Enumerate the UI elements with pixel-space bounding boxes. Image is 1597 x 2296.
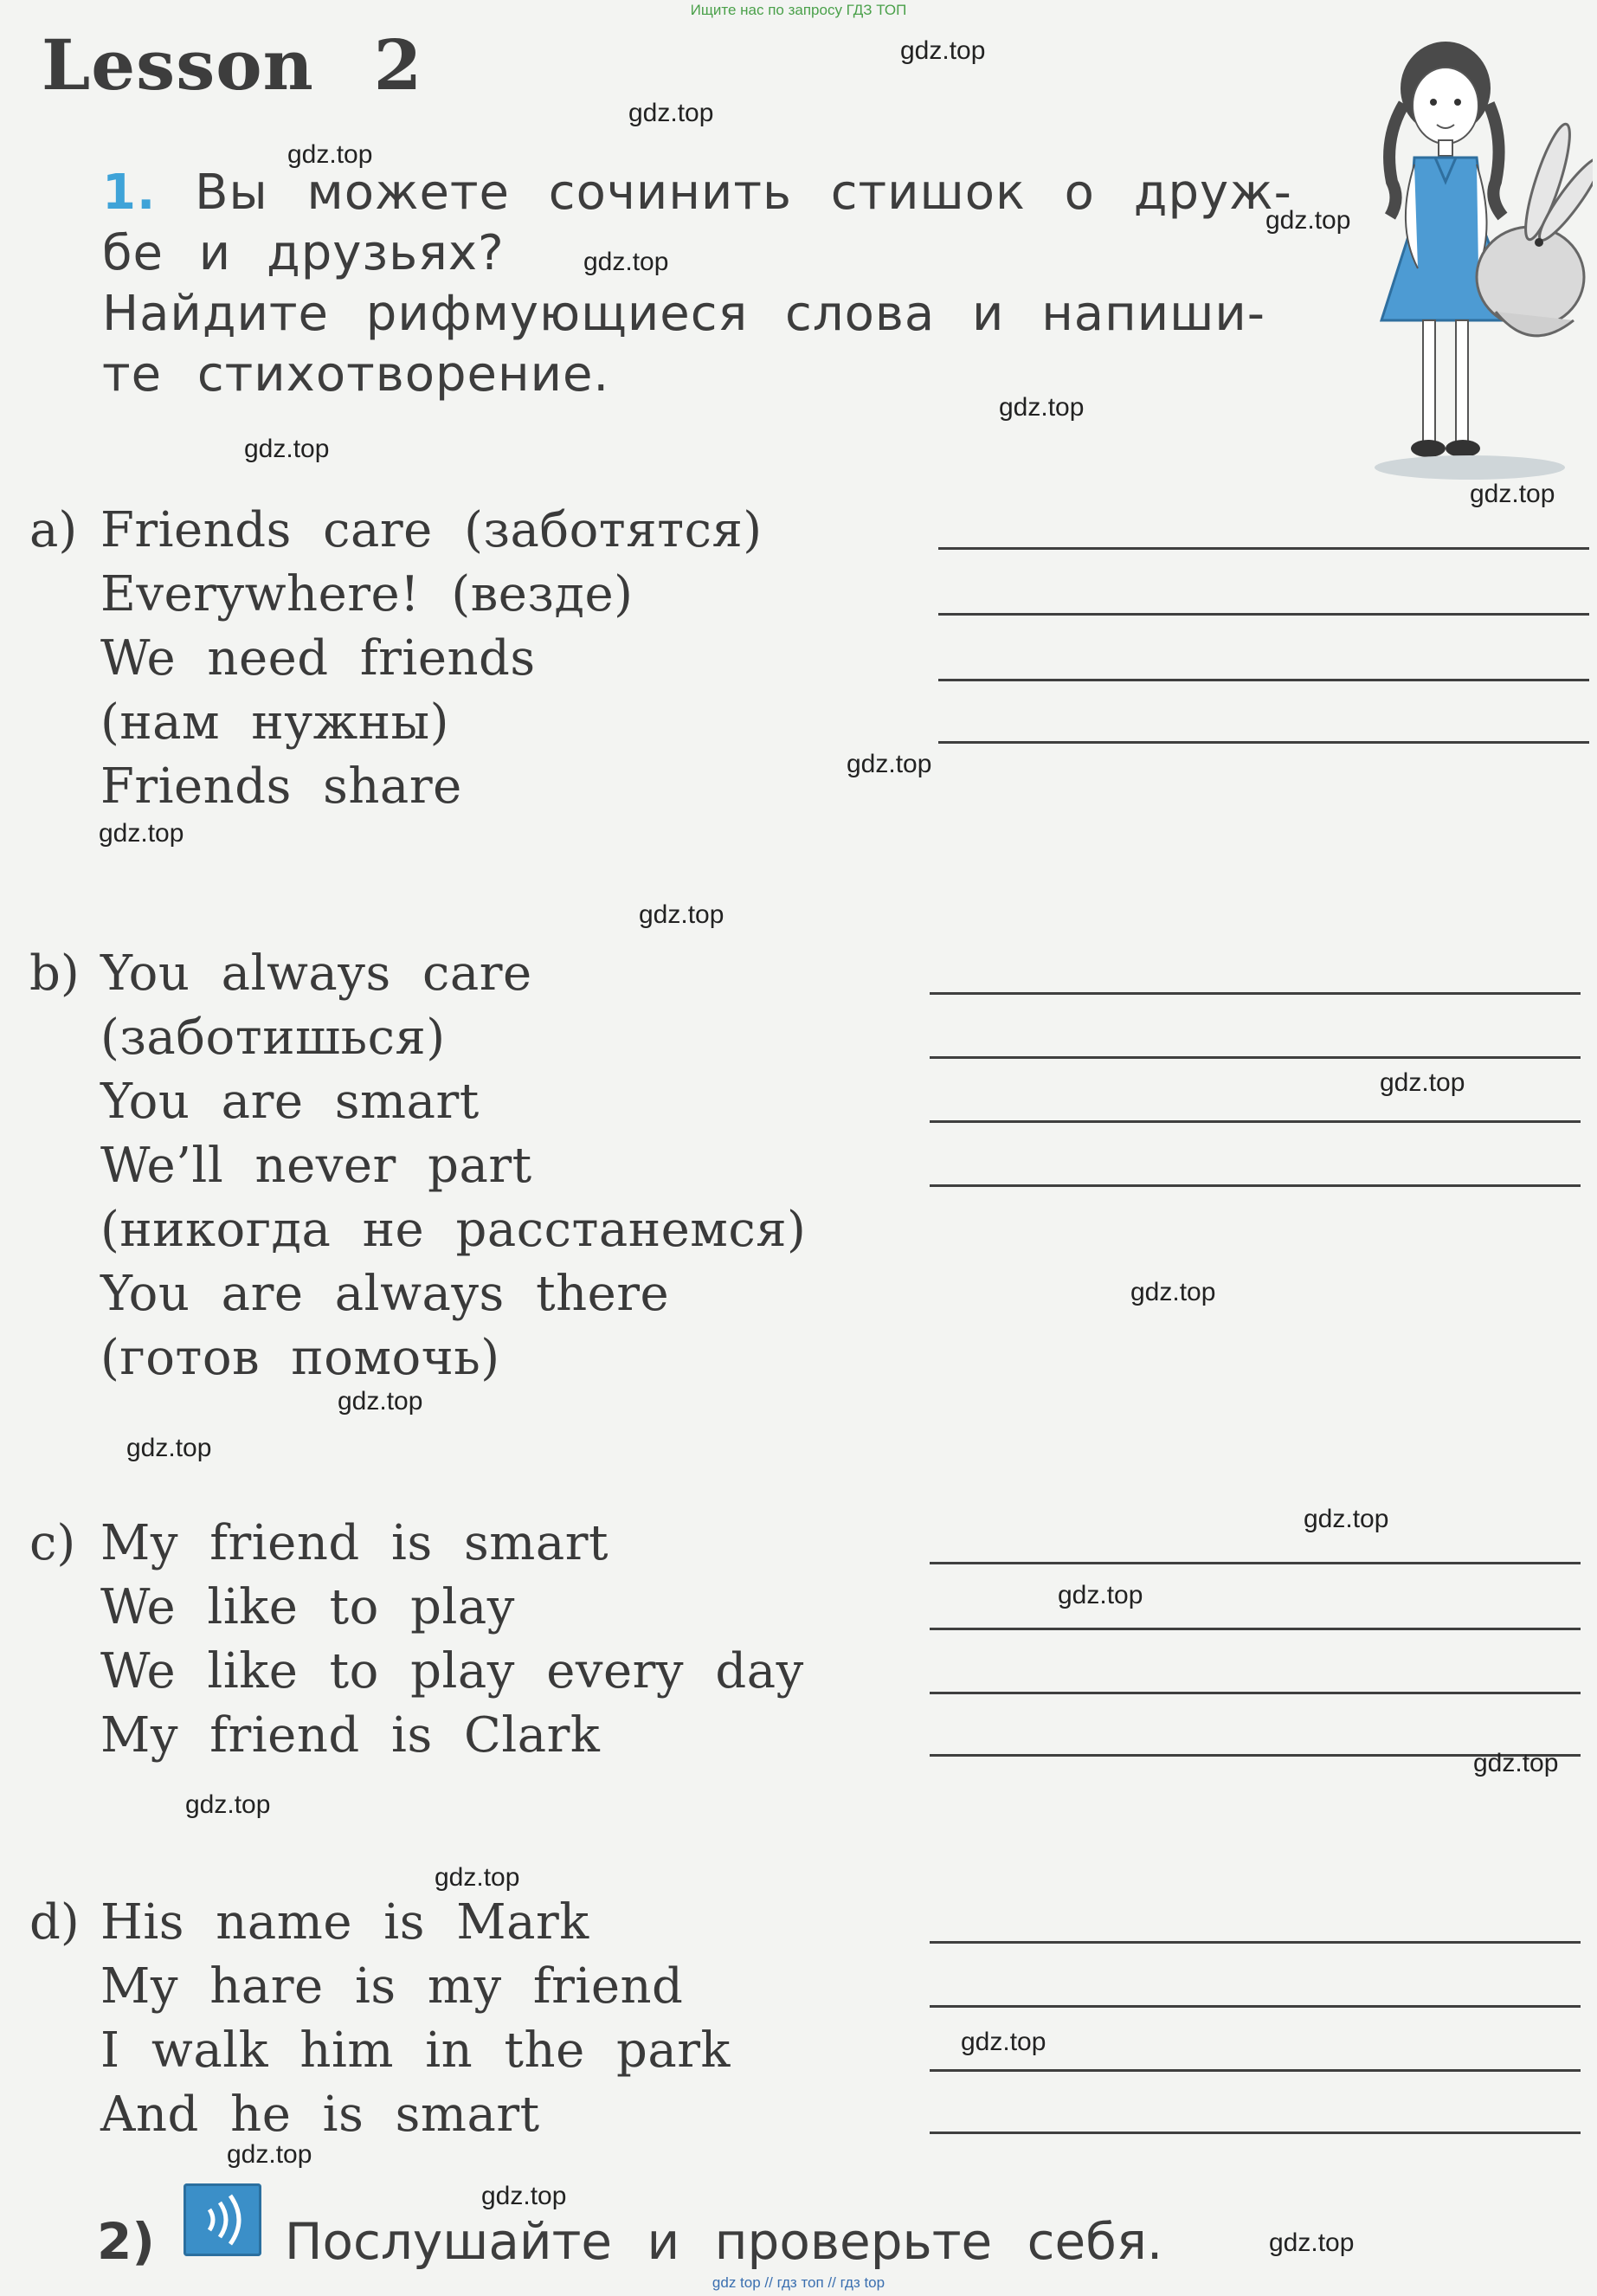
watermark: gdz.top	[583, 248, 669, 276]
poem-b-line-3: You are smart	[100, 1074, 480, 1130]
answer-line[interactable]	[938, 613, 1589, 616]
lesson-label: Lesson	[42, 24, 314, 106]
poem-a-line-5: Friends share	[100, 758, 462, 815]
task1-text-1: Вы можете сочинить стишок о друж-	[195, 164, 1292, 221]
answer-line[interactable]	[938, 547, 1589, 550]
watermark: gdz.top	[1130, 1278, 1216, 1306]
task2-number: 2)	[97, 2212, 155, 2271]
answer-line[interactable]	[930, 1941, 1581, 1944]
poem-a-letter: a)	[29, 502, 78, 558]
task1-line-3: Найдите рифмующиеся слова и напиши-	[102, 286, 1265, 342]
watermark: gdz.top	[338, 1387, 423, 1416]
answer-line[interactable]	[930, 2005, 1581, 2008]
watermark: gdz.top	[847, 750, 932, 778]
poem-a-line-3: We need friends	[100, 630, 536, 687]
poem-d-line-3: I walk him in the park	[100, 2022, 731, 2079]
lesson-title	[42, 24, 422, 106]
answer-line[interactable]	[930, 2132, 1581, 2134]
poem-b-line-7: (готов помочь)	[100, 1330, 500, 1386]
answer-line[interactable]	[930, 2069, 1581, 2072]
watermark: gdz.top	[1380, 1068, 1465, 1097]
poem-a-line-2: Everywhere! (везде)	[100, 566, 634, 622]
poem-d-line-2: My hare is my friend	[100, 1958, 684, 2015]
watermark: gdz.top	[435, 1863, 520, 1892]
poem-b-line-1: You always care	[100, 945, 532, 1002]
poem-b-line-2: (заботишься)	[100, 1009, 446, 1066]
watermark: gdz.top	[244, 435, 330, 463]
lesson-number: 2	[373, 24, 423, 106]
poem-a-line-4: (нам нужны)	[100, 694, 449, 751]
watermark: gdz.top	[185, 1790, 271, 1819]
watermark: gdz.top	[227, 2140, 312, 2169]
answer-line[interactable]	[930, 1184, 1581, 1187]
poem-b-line-5: (никогда не расстанемся)	[100, 1202, 807, 1258]
watermark: gdz.top	[126, 1434, 212, 1462]
watermark: gdz.top	[99, 819, 184, 848]
bottom-banner: gdz top // гдз топ // гдз top	[712, 2274, 885, 2291]
poem-a-line-1: Friends care (заботятся)	[100, 502, 763, 558]
task2-text: Послушайте и проверьте себя.	[284, 2212, 1163, 2271]
poem-b-line-6: You are always there	[100, 1266, 670, 1322]
watermark: gdz.top	[1473, 1749, 1559, 1777]
poem-d-letter: d)	[29, 1894, 80, 1951]
watermark: gdz.top	[999, 393, 1085, 422]
watermark: gdz.top	[628, 99, 714, 127]
poem-b-line-4: We’ll never part	[100, 1138, 532, 1194]
poem-c-line-2: We like to play	[100, 1579, 515, 1635]
answer-line[interactable]	[930, 1056, 1581, 1059]
answer-line[interactable]	[930, 1120, 1581, 1123]
answer-line[interactable]	[930, 1692, 1581, 1694]
watermark: gdz.top	[481, 2182, 567, 2210]
watermark: gdz.top	[1058, 1581, 1143, 1609]
poem-c-line-4: My friend is Clark	[100, 1707, 601, 1764]
answer-line[interactable]	[938, 679, 1589, 681]
poem-d-line-4: And he is smart	[100, 2086, 540, 2143]
poem-c-letter: c)	[29, 1515, 76, 1571]
poem-c-line-1: My friend is smart	[100, 1515, 609, 1571]
answer-line[interactable]	[938, 741, 1589, 744]
girl-with-hare-illustration	[1366, 35, 1593, 485]
task2	[97, 2212, 1162, 2271]
poem-b-letter: b)	[29, 945, 80, 1002]
watermark: gdz.top	[1265, 206, 1351, 235]
answer-line[interactable]	[930, 992, 1581, 995]
watermark: gdz.top	[961, 2028, 1046, 2056]
top-banner: Ищите нас по запросу ГДЗ ТОП	[690, 2, 907, 18]
watermark: gdz.top	[1269, 2228, 1355, 2257]
task1-line-1	[102, 164, 1292, 221]
answer-line[interactable]	[930, 1628, 1581, 1630]
task1-number: 1.	[102, 164, 157, 221]
task1-line-4: те стихотворение.	[102, 346, 610, 403]
watermark: gdz.top	[639, 900, 724, 929]
watermark: gdz.top	[1304, 1505, 1389, 1533]
watermark: gdz.top	[900, 36, 986, 65]
watermark: gdz.top	[287, 140, 373, 169]
watermark: gdz.top	[1470, 480, 1555, 508]
task1-line-2: бе и друзьях?	[102, 225, 505, 281]
answer-line[interactable]	[930, 1562, 1581, 1564]
poem-d-line-1: His name is Mark	[100, 1894, 589, 1951]
poem-c-line-3: We like to play every day	[100, 1643, 804, 1699]
